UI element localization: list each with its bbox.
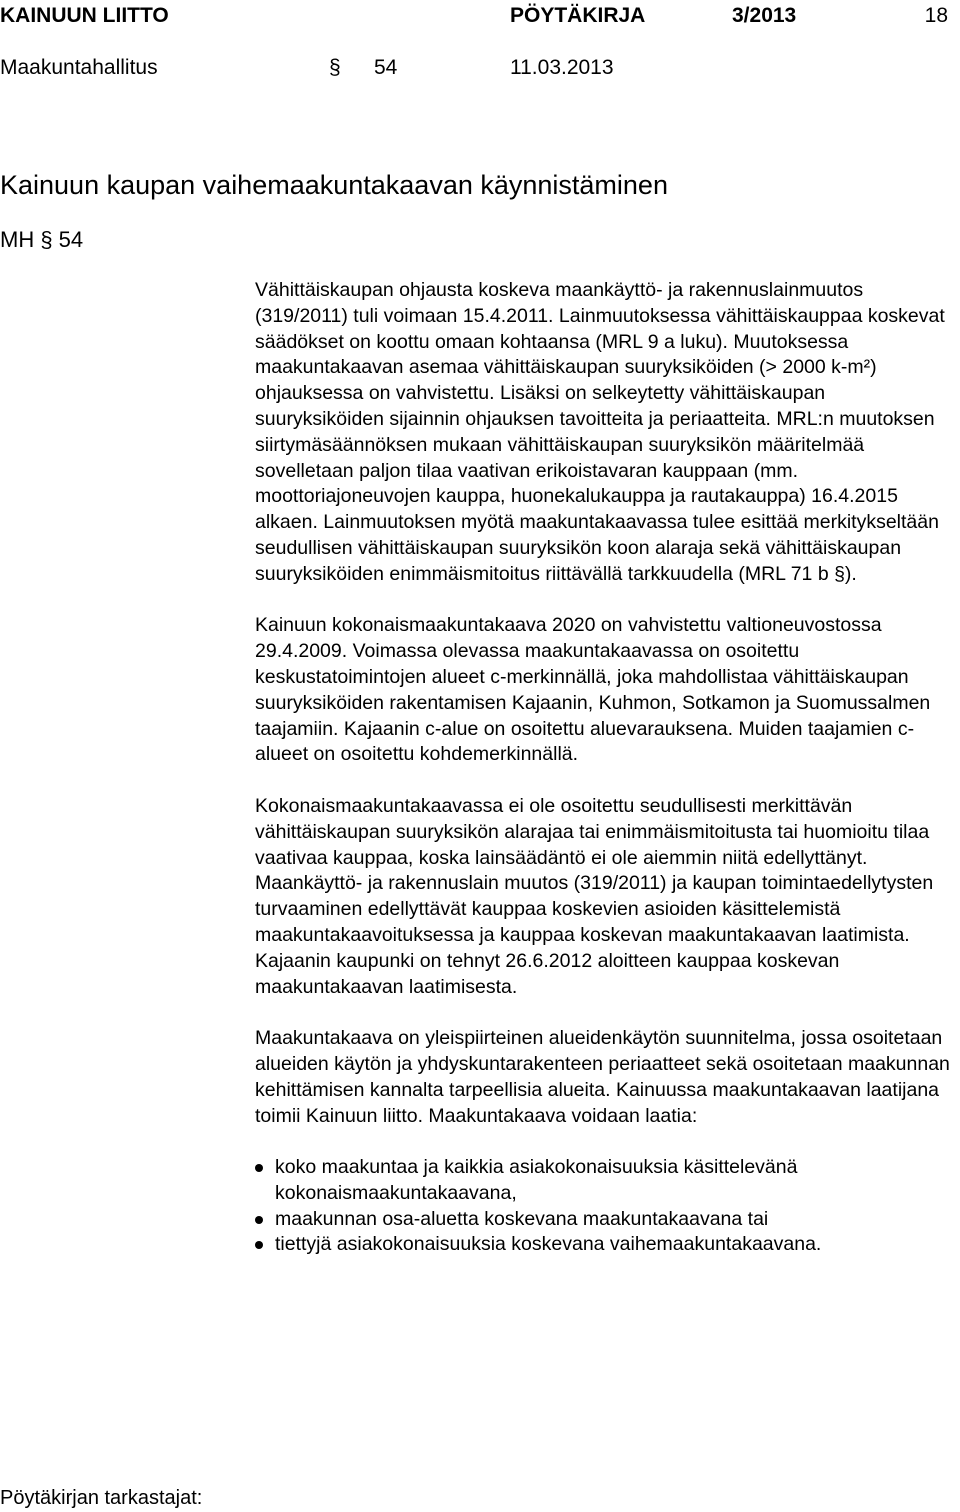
paragraph: Vähittäiskaupan ohjausta koskeva maankäyttö- ja rakennuslainmuutos (319/2011) tuli voimaan 15.4.2011. Lainmuutoksessa vähittäiskauppaa koskevat säädökset on koottu omaan kohtaansa (MRL 9 a luku). Muutoksessa maakuntakaavan asemaa vähittäiskaupan suuryksiköiden (> 2000 k-m²) ohjauksessa on vahvistettu. Lisäksi on selkeytetty vähittäiskaupan suuryksiköiden sijainnin ohjauksen tavoitteita ja periaatteita. MRL:n muutoksen siirtymäsäännöksen mukaan vähittäiskaupan suuryksikön määritelmää sovelletaan paljon tilaa vaativan erikoistavaran kauppaan (mm. moottoriajoneuvojen kauppa, huonekalukauppa ja rautakauppa) 16.4.2015 alkaen. Lainmuutoksen myötä maakuntakaavassa tulee esittää merkitykseltään seudullisen vähittäiskaupan suuryksikön koon alaraja sekä vähittäiskaupan suuryksiköiden enimmäismitoitus riittävällä tarkkuudella (MRL 71 b §). [255, 279, 945, 585]
bullet-icon [255, 1164, 263, 1172]
page-number: 18 [924, 4, 948, 27]
reviewers-label: Pöytäkirjan tarkastajat: [0, 1487, 203, 1509]
document-body [255, 278, 955, 1258]
bullet-icon [255, 1241, 263, 1249]
page-title: Kainuun kaupan vaihemaakuntakaavan käynnistäminen [0, 170, 668, 200]
paragraph: Kainuun kokonaismaakuntakaava 2020 on vahvistettu valtioneuvostossa 29.4.2009. Voimassa olevassa maakuntakaavassa on osoitettu keskustatoimintojen alueet c-merkinnällä, joka mahdollistaa vähittäiskaupan suuryksiköiden rakentamisen Kajaanin, Kuhmon, Sotkamon ja Suomussalmen taajamiin. Kajaanin c-alue on osoitettu aluevarauksena. Muiden taajamien c-alueet on osoitettu kohdemerkinnällä. [255, 614, 931, 766]
section-symbol: § [329, 56, 341, 79]
list-item-text: maakunnan osa-aluetta koskevana maakuntakaavana tai [275, 1207, 769, 1230]
section-number: 54 [374, 56, 398, 79]
list-item [255, 1207, 955, 1233]
document-type: PÖYTÄKIRJA [510, 4, 646, 27]
organization-name: KAINUUN LIITTO [0, 4, 169, 27]
bullet-icon [255, 1216, 263, 1224]
list-item [255, 1232, 955, 1258]
list-item-text: tiettyjä asiakokonaisuuksia koskevana vaihemaakuntakaavana. [275, 1233, 822, 1256]
paragraph: Kokonaismaakuntakaavassa ei ole osoitettu seudullisesti merkittävän vähittäiskaupan suuryksikön alarajaa tai enimmäismitoitusta tai huomioitu tilaa vaativaa kauppaa, koska lainsäädäntö ei ole aiemmin niitä edellyttänyt. Maankäyttö- ja rakennuslain muutos (319/2011) ja kaupan toimintaedellytysten turvaaminen edellyttävät kauppaa koskevien asioiden käsittelemistä maakuntakaavoituksessa ja kauppaa koskevan maakuntakaavan laatimista. Kajaanin kaupunki on tehnyt 26.6.2012 aloitteen kauppaa koskevan maakuntakaavan laatimisesta. [255, 794, 934, 998]
bullet-list [255, 1155, 955, 1258]
list-item [255, 1155, 955, 1207]
item-label: MH § 54 [0, 227, 84, 252]
list-item-text: koko maakuntaa ja kaikkia asiakokonaisuuksia käsittelevänä kokonaismaakuntakaavana, [275, 1156, 798, 1204]
meeting-date: 11.03.2013 [510, 56, 614, 79]
body-name: Maakuntahallitus [0, 56, 158, 79]
paragraph: Maakuntakaava on yleispiirteinen alueidenkäytön suunnitelma, jossa osoitetaan alueiden käytön ja yhdyskuntarakenteen periaatteet sekä osoitetaan maakunnan kehittämisen kannalta tarpeellisia alueita. Kainuussa maakuntakaavan laatijana toimii Kainuun liitto. Maakuntakaava voidaan laatia: [255, 1027, 950, 1127]
document-number: 3/2013 [732, 4, 797, 27]
